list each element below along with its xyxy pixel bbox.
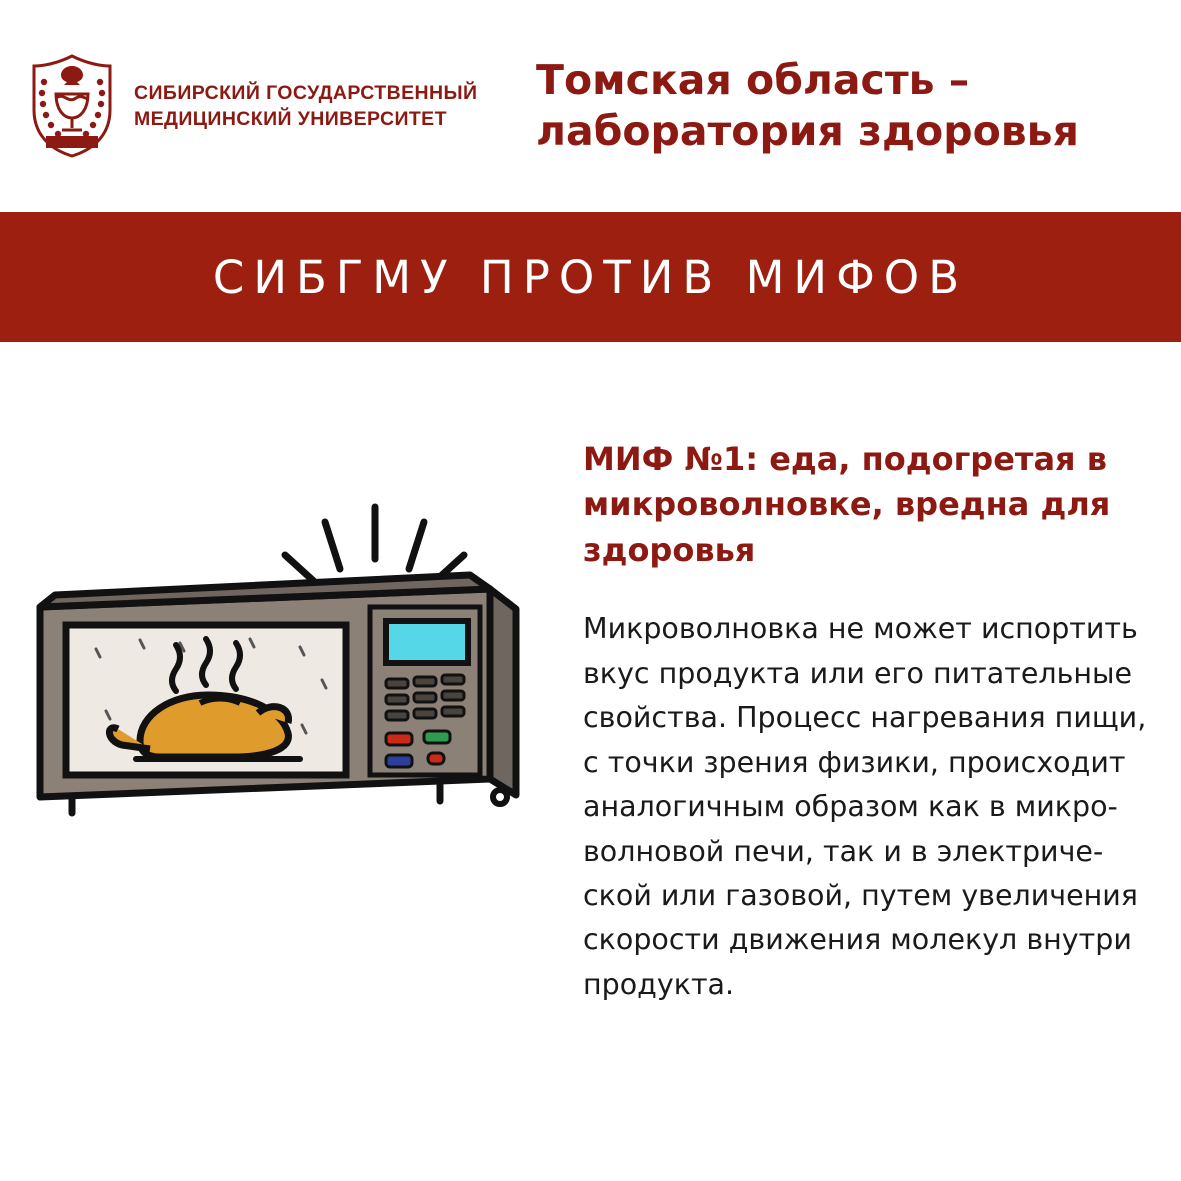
university-emblem-icon (26, 52, 118, 160)
page-header (0, 0, 1181, 212)
section-banner (0, 212, 1181, 342)
university-name (134, 80, 477, 133)
myth-text-column (583, 437, 1148, 1007)
page-title-line2: лаборатория здоровья (536, 107, 1079, 155)
myth-heading: МИФ №1: еда, подогретая в микроволновке, вредна для здоровья (583, 440, 1111, 569)
section-banner-title: СИБГМУ ПРОТИВ МИФОВ (212, 250, 969, 304)
microwave-illustration-icon (0, 497, 545, 907)
university-name-line1: СИБИРСКИЙ ГОСУДАРСТВЕННЫЙ (134, 81, 478, 104)
myth-paragraph: Микроволновка не может испортить вкус продукта или его питательные свойства. Процесс нагревания пищи, с точки зрения физики, происходит аналогичным образом как в микро-волновой печи, так и в электриче-ской или газовой, путем увеличения скорости движения молекул внутри продукта. (583, 612, 1147, 1001)
page-title-line1: Томская область – (536, 55, 970, 104)
page-title (536, 55, 1079, 158)
content-area (0, 342, 1181, 1181)
university-logo-block (26, 52, 526, 160)
university-name-line2: МЕДИЦИНСКИЙ УНИВЕРСИТЕТ (134, 108, 447, 130)
